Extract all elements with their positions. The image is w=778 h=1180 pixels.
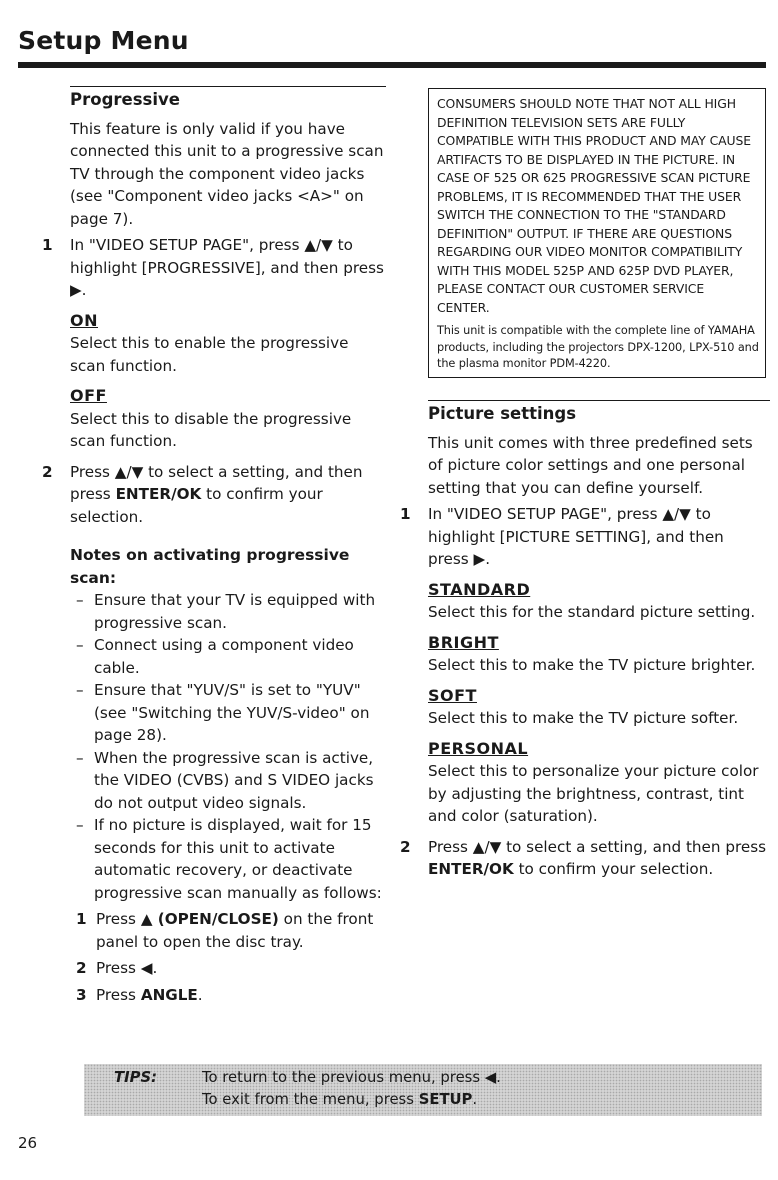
substep-2 bbox=[70, 957, 384, 980]
substep-post: . bbox=[197, 985, 203, 1004]
substep-number: 1 bbox=[76, 910, 87, 928]
step-text-pre: Press ▲/▼ to select a setting, and then press bbox=[428, 837, 767, 856]
picture-intro: This unit comes with three predefined sets of picture color settings and one personal setting that you can define yourself. bbox=[428, 433, 753, 497]
setup-key: SETUP bbox=[418, 1091, 473, 1108]
note-item bbox=[70, 679, 384, 747]
tips-line-2 bbox=[202, 1089, 477, 1111]
warning-note-text: This unit is compatible with the complete line of YAMAHA products, including the projectors DPX-1200, LPX-510 and the plasma monitor PDM-4220. bbox=[437, 324, 759, 370]
option-personal-label: PERSONAL bbox=[428, 738, 529, 758]
option-standard-desc: Select this for the standard picture setting. bbox=[428, 603, 756, 621]
option-bright-label: BRIGHT bbox=[428, 632, 499, 652]
notes-heading: Notes on activating progressive scan: bbox=[70, 546, 350, 587]
step-number: 2 bbox=[400, 837, 411, 856]
step-text: In "VIDEO SETUP PAGE", press ▲/▼ to highlight [PROGRESSIVE], and then press ▶. bbox=[70, 236, 384, 299]
note-text: If no picture is displayed, wait for 15 seconds for this unit to activate automatic recovery, or deactivate progressive scan manually as follows: bbox=[94, 816, 382, 902]
step-text-pre: Press ▲/▼ to select a setting, and then press bbox=[70, 462, 363, 503]
note-text: Ensure that your TV is equipped with progressive scan. bbox=[94, 591, 376, 632]
note-text: Ensure that "YUV/S" is set to "YUV" (see "Switching the YUV/S-video" on page 28). bbox=[94, 681, 370, 744]
enter-ok-key: ENTER/OK bbox=[428, 860, 514, 878]
dash-bullet: – bbox=[76, 748, 84, 767]
dash-bullet: – bbox=[76, 681, 84, 699]
note-item bbox=[70, 747, 384, 815]
progressive-step-1 bbox=[42, 234, 384, 302]
tips-line-1: To return to the previous menu, press ◀. bbox=[202, 1069, 501, 1086]
option-standard-label: STANDARD bbox=[428, 579, 531, 599]
warning-main-text: CONSUMERS SHOULD NOTE THAT NOT ALL HIGH DEFINITION TELEVISION SETS ARE FULLY COMPATIBLE WITH THIS PRODUCT AND MAY CAUSE ARTIFACTS TO BE DISPLAYED IN THE PICTURE. IN CASE OF 525 OR 625 PROGRESSIVE SCAN PICTURE PROBLEMS, IT IS RECOMMENDED THAT THE USER SWITCH THE CONNECTION TO THE "STANDARD DEFINITION" OUTPUT. IF THERE ARE QUESTIONS REGARDING OUR VIDEO MONITOR COMPATIBILITY WITH THIS MODEL 525P AND 625P DVD PLAYER, PLEASE CONTACT OUR CUSTOMER SERVICE CENTER. bbox=[437, 96, 751, 315]
option-bright-desc: Select this to make the TV picture brighter. bbox=[428, 656, 756, 674]
picture-heading: Picture settings bbox=[428, 404, 577, 423]
step-text: In "VIDEO SETUP PAGE", press ▲/▼ to highlight [PICTURE SETTING], and then press ▶. bbox=[428, 505, 724, 568]
dash-bullet: – bbox=[76, 636, 84, 654]
progressive-heading: Progressive bbox=[70, 90, 180, 109]
option-on-desc: Select this to enable the progressive scan function. bbox=[70, 334, 349, 375]
dash-bullet: – bbox=[76, 816, 84, 834]
tips-box bbox=[84, 1064, 762, 1116]
note-item bbox=[70, 634, 384, 679]
section-rule bbox=[428, 400, 770, 401]
progressive-intro: This feature is only valid if you have connected this unit to a progressive scan TV through the component video jacks (see "Component video jacks <A>" on page 7). bbox=[70, 119, 384, 228]
option-on-label: ON bbox=[70, 310, 98, 330]
option-soft-label: SOFT bbox=[428, 685, 477, 705]
option-off-label: OFF bbox=[70, 386, 107, 405]
step-number: 2 bbox=[42, 462, 53, 481]
step-text-post: to confirm your selection. bbox=[70, 485, 323, 526]
option-off-desc: Select this to disable the progressive scan function. bbox=[70, 409, 352, 450]
option-personal-desc: Select this to personalize your picture color by adjusting the brightness, contrast, tint and color (saturation). bbox=[428, 762, 759, 825]
tips-line-2-post: . bbox=[472, 1091, 478, 1108]
substep-number: 2 bbox=[76, 959, 87, 977]
picture-step-2 bbox=[400, 836, 768, 881]
section-rule bbox=[70, 86, 386, 87]
note-text: When the progressive scan is active, the VIDEO (CVBS) and S VIDEO jacks do not output video signals. bbox=[94, 748, 374, 812]
note-text: Connect using a component video cable. bbox=[94, 636, 354, 677]
progressive-step-2 bbox=[42, 461, 384, 529]
open-close-key: ▲ (OPEN/CLOSE) bbox=[140, 910, 279, 928]
tips-line-2-pre: To exit from the menu, press bbox=[202, 1091, 419, 1108]
step-number: 1 bbox=[400, 505, 411, 523]
substep-pre: Press bbox=[96, 910, 141, 928]
dash-bullet: – bbox=[76, 591, 84, 609]
step-text-post: to confirm your selection. bbox=[513, 860, 714, 878]
step-number: 1 bbox=[42, 236, 53, 254]
substep-pre: Press bbox=[96, 985, 141, 1004]
page-title: Setup Menu bbox=[18, 26, 189, 55]
compatibility-warning-box bbox=[428, 88, 766, 378]
substep-post: on the front panel to open the disc tray. bbox=[96, 910, 374, 951]
angle-key: ANGLE bbox=[140, 985, 198, 1004]
substep-3 bbox=[70, 984, 384, 1007]
enter-ok-key: ENTER/OK bbox=[115, 485, 202, 503]
note-item bbox=[70, 814, 384, 904]
progressive-section bbox=[42, 86, 384, 1006]
page-number: 26 bbox=[18, 1134, 38, 1152]
substep-number: 3 bbox=[76, 985, 87, 1004]
note-item bbox=[70, 589, 384, 634]
tips-label: TIPS: bbox=[114, 1069, 158, 1086]
option-soft-desc: Select this to make the TV picture softer. bbox=[428, 709, 739, 727]
picture-step-1 bbox=[400, 503, 768, 571]
substep-pre: Press ◀. bbox=[96, 959, 158, 977]
substep-1 bbox=[70, 908, 384, 953]
title-rule bbox=[18, 62, 766, 68]
picture-settings-section bbox=[400, 400, 768, 881]
